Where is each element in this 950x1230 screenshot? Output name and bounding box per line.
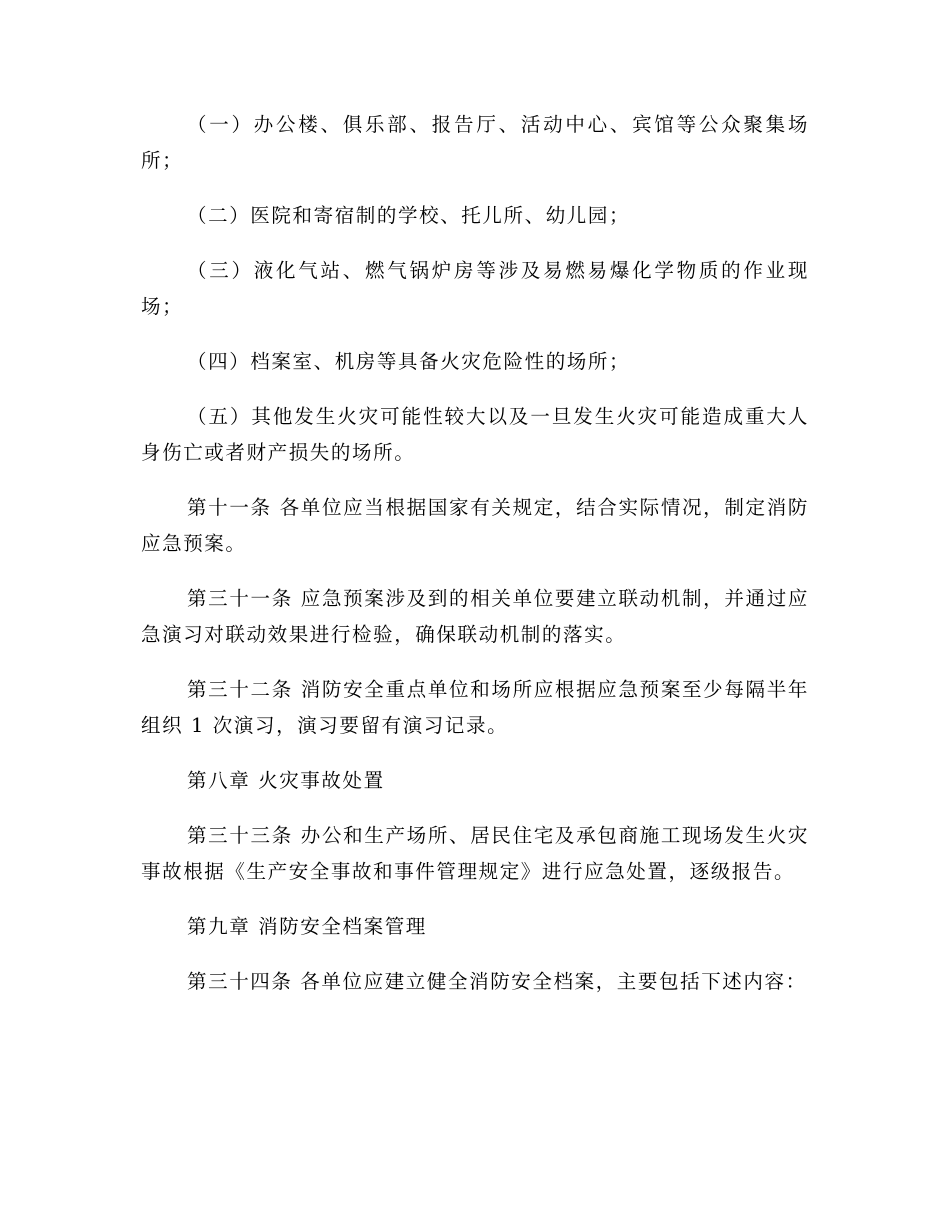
document-body bbox=[141, 107, 809, 1019]
chapter-8-heading: 第八章 火灾事故处置 bbox=[187, 769, 385, 792]
list-item-public-gathering-places: （一）办公楼、俱乐部、报告厅、活动中心、宾馆等公众聚集场所； bbox=[141, 113, 809, 172]
article-33: 第三十三条 办公和生产场所、居民住宅及承包商施工现场发生火灾事故根据《生产安全事故和事件管理规定》进行应急处置，逐级报告。 bbox=[141, 824, 809, 883]
article-34: 第三十四条 各单位应建立健全消防安全档案，主要包括下述内容： bbox=[187, 970, 807, 993]
article-32: 第三十二条 消防安全重点单位和场所应根据应急预案至少每隔半年组织 1 次演习，演习要留有演习记录。 bbox=[141, 678, 809, 737]
list-item-archives-machine-rooms: （四）档案室、机房等具备火灾危险性的场所； bbox=[187, 350, 631, 373]
chapter-9-heading: 第九章 消防安全档案管理 bbox=[187, 915, 427, 938]
article-11: 第十一条 各单位应当根据国家有关规定，结合实际情况，制定消防应急预案。 bbox=[141, 496, 809, 555]
list-item-hospitals-schools: （二）医院和寄宿制的学校、托儿所、幼儿园； bbox=[187, 204, 631, 227]
list-item-gas-stations-boiler-rooms: （三）液化气站、燃气锅炉房等涉及易燃易爆化学物质的作业现场； bbox=[141, 259, 809, 318]
list-item-other-fire-risk-places: （五）其他发生火灾可能性较大以及一旦发生火灾可能造成重大人身伤亡或者财产损失的场所。 bbox=[141, 405, 809, 464]
article-31: 第三十一条 应急预案涉及到的相关单位要建立联动机制，并通过应急演习对联动效果进行检验，确保联动机制的落实。 bbox=[141, 587, 809, 646]
